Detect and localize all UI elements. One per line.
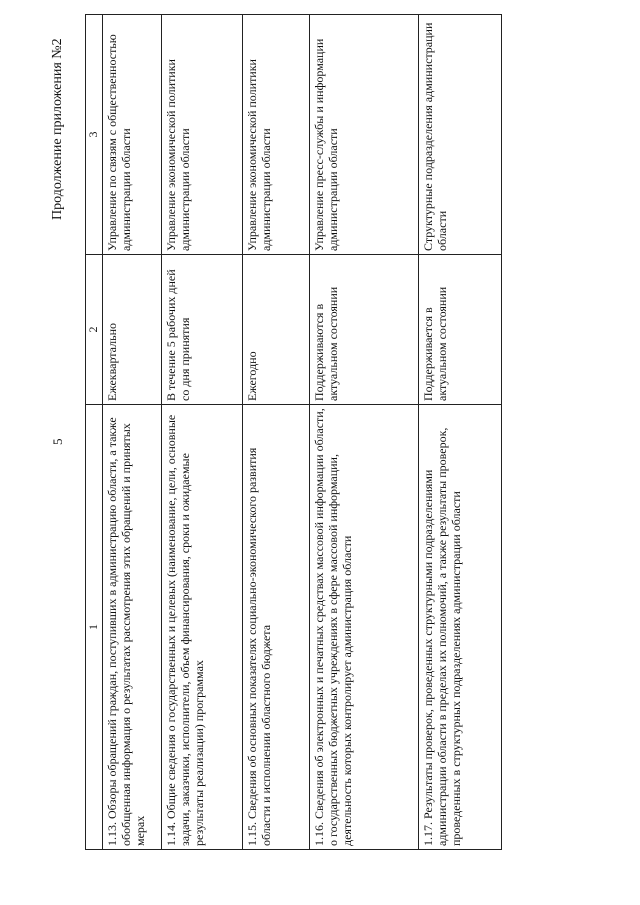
column-header: 2 <box>86 255 103 405</box>
item-cell: 1.13. Обзоры обращений граждан, поступивших в администрацию области, а также обобщенная информация о результатах рассмотрения этих обращений и принятых мерах <box>103 405 162 850</box>
period-cell: Ежегодно <box>243 255 310 405</box>
responsible-cell: Управление экономической политики администрации области <box>243 15 310 255</box>
period-cell: Поддерживаются в актуальном состоянии <box>310 255 419 405</box>
rotated-table-container <box>85 15 502 850</box>
column-header: 3 <box>86 15 103 255</box>
column-header: 1 <box>86 405 103 850</box>
table-row <box>103 15 162 850</box>
responsible-cell: Управление по связям с общественностью администрации области <box>103 15 162 255</box>
header-row <box>86 15 103 850</box>
responsible-cell: Управление экономической политики администрации области <box>162 15 243 255</box>
continuation-label: Продолжение приложения №2 <box>50 38 65 220</box>
period-cell: В течение 5 рабочих дней со дня принятия <box>162 255 243 405</box>
period-cell: Ежеквартально <box>103 255 162 405</box>
responsible-cell: Управление пресс-службы и информации администрации области <box>310 15 419 255</box>
table-row <box>162 15 243 850</box>
item-cell: 1.14. Общие сведения о государственных и целевых (наименование, цели, основные задачи, заказчики, исполнители, объем финансирования, сроки и ожидаемые результаты реализации) программах <box>162 405 243 850</box>
page-number: 5 <box>50 438 65 445</box>
period-cell: Поддерживается в актуальном состоянии <box>419 255 502 405</box>
appendix-table <box>85 14 502 850</box>
item-cell: 1.16. Сведения об электронных и печатных средствах массовой информации области, о государственных бюджетных учреждениях в сфере массовой информации, деятельность которых контролирует администрация области <box>310 405 419 850</box>
item-cell: 1.17. Результаты проверок, проведенных структурными подразделениями администрации области в пределах их полномочий, а также результаты проверок, проведенных в структурных подразделениях администрации области <box>419 405 502 850</box>
item-cell: 1.15. Сведения об основных показателях социально-экономического развития области и исполнении областного бюджета <box>243 405 310 850</box>
responsible-cell: Структурные подразделения администрации области <box>419 15 502 255</box>
table-row <box>243 15 310 850</box>
table-row <box>310 15 419 850</box>
table-row <box>419 15 502 850</box>
